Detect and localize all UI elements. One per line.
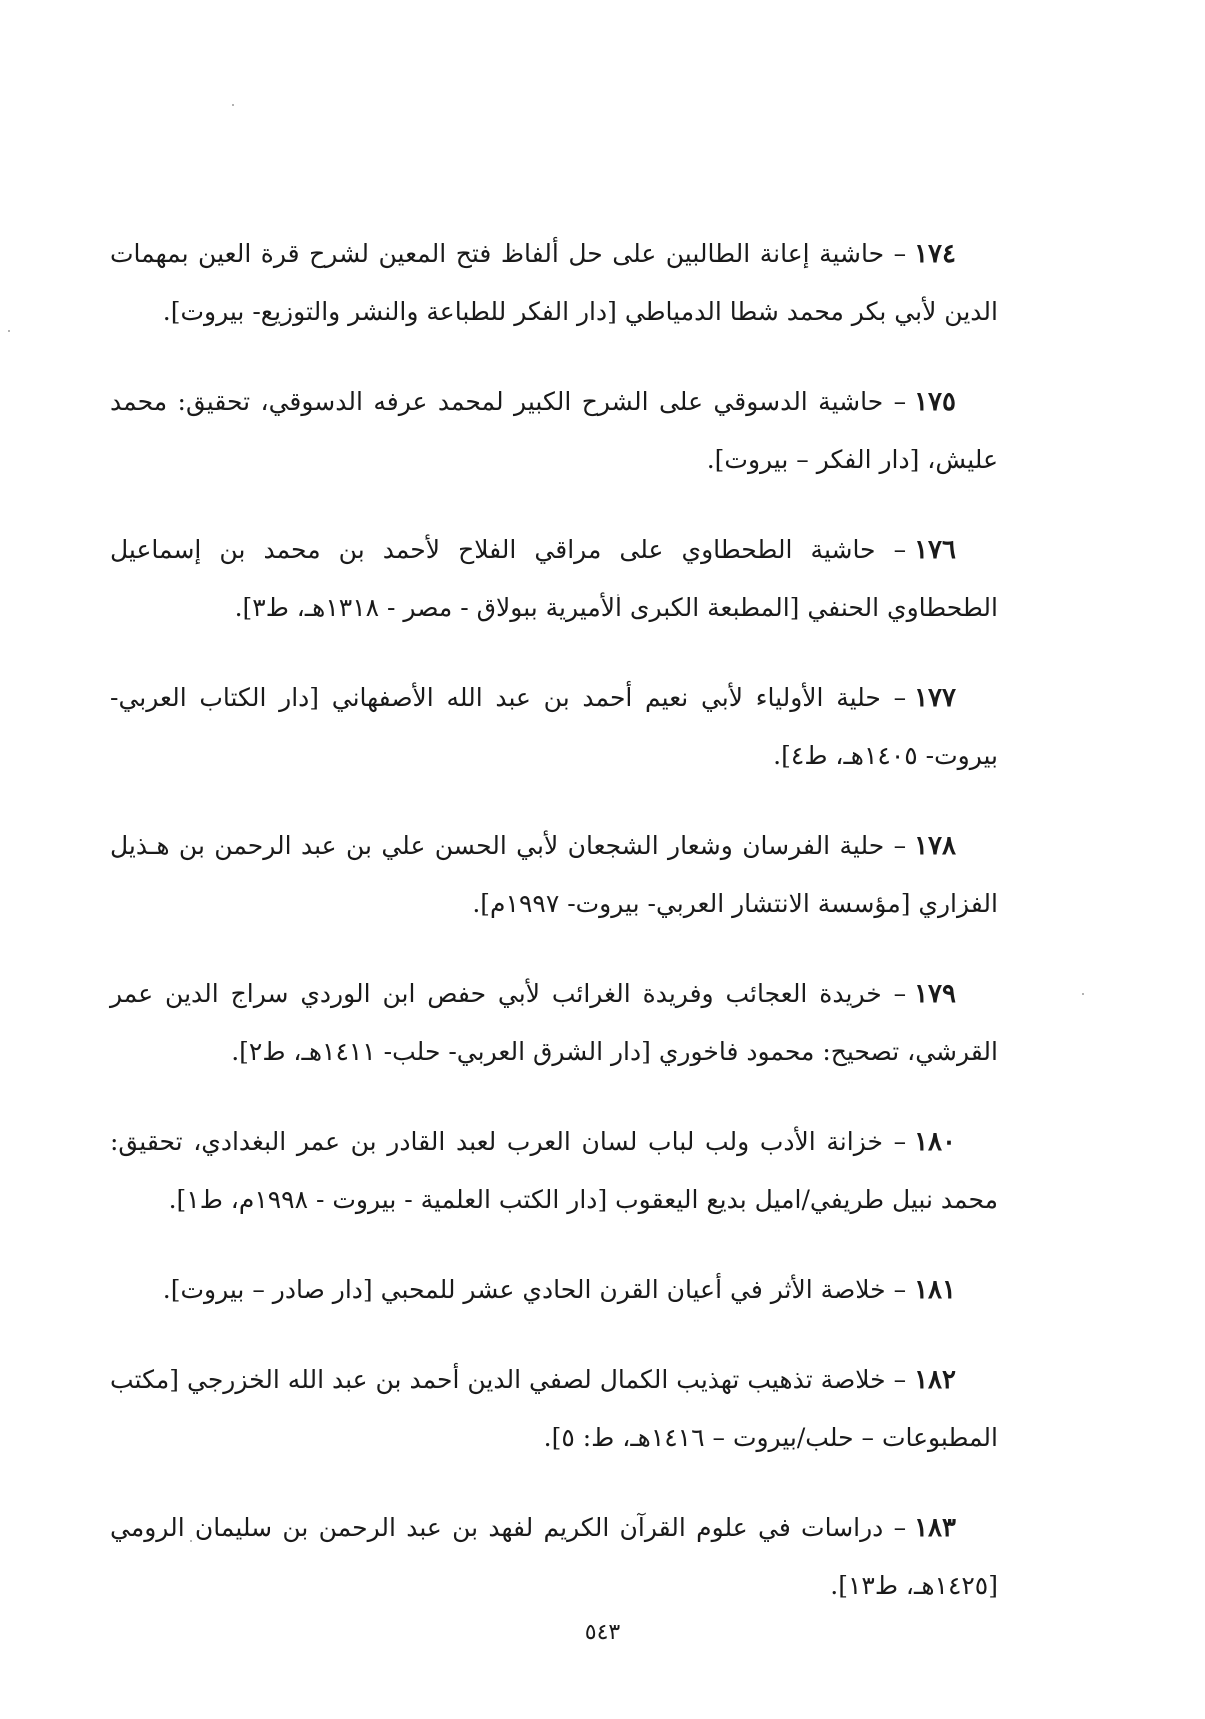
page-number: ٥٤٣ (584, 1620, 621, 1645)
entry-text: خزانة الأدب ولب لباب لسان العرب لعبد القادر بن عمر البغدادي، تحقيق: محمد نبيل طريفي/اميل بديع اليعقوب [دار الكتب العلمية - بيروت - ١٩٩٨م، ط١]. (110, 1127, 998, 1214)
entry-dash: – (893, 1275, 907, 1304)
entry-dash: – (893, 239, 907, 268)
entry-number: ١٨٣ (914, 1513, 956, 1543)
entry-text: خريدة العجائب وفريدة الغرائب لأبي حفص ابن الوردي سراج الدين عمر القرشي، تصحيح: محمود فاخوري [دار الشرق العربي- حلب- ١٤١١هـ، ط٢]. (110, 979, 998, 1066)
entry-dash: – (893, 979, 907, 1008)
entry-text: حاشية الطحطاوي على مراقي الفلاح لأحمد بن محمد بن إسماعيل الطحطاوي الحنفي [المطبعة الكبرى الأميرية ببولاق - مصر - ١٣١٨هـ، ط٣]. (110, 535, 998, 622)
bibliography-entry (110, 965, 998, 1081)
entry-number: ١٧٩ (914, 979, 956, 1009)
bibliography-list (110, 225, 998, 1647)
bibliography-entry (110, 225, 998, 341)
bibliography-entry (110, 1113, 998, 1229)
entry-number: ١٨٢ (914, 1365, 956, 1395)
bibliography-entry (110, 521, 998, 637)
entry-number: ١٧٤ (914, 239, 956, 269)
entry-text: خلاصة الأثر في أعيان القرن الحادي عشر للمحبي [دار صادر – بيروت]. (162, 1275, 886, 1304)
entry-number: ١٧٧ (914, 683, 956, 713)
entry-number: ١٧٦ (914, 535, 956, 565)
entry-dash: – (893, 1365, 907, 1394)
entry-number: ١٧٥ (914, 387, 956, 417)
entry-dash: – (893, 1127, 907, 1156)
entry-number: ١٧٨ (914, 831, 956, 861)
bibliography-entry (110, 1261, 998, 1319)
entry-text: حاشية إعانة الطالبين على حل ألفاظ فتح المعين لشرح قرة العين بمهمات الدين لأبي بكر محمد شطا الدمياطي [دار الفكر للطباعة والنشر والتوزيع- بيروت]. (110, 239, 998, 326)
bibliography-entry (110, 669, 998, 785)
entry-text: حلية الأولياء لأبي نعيم أحمد بن عبد الله الأصفهاني [دار الكتاب العربي- بيروت- ١٤٠٥هـ، ط٤]. (110, 683, 998, 770)
bibliography-entry (110, 1499, 998, 1615)
entry-number: ١٨٠ (914, 1127, 956, 1157)
entry-dash: – (893, 683, 907, 712)
entry-text: حاشية الدسوقي على الشرح الكبير لمحمد عرفه الدسوقي، تحقيق: محمد عليش، [دار الفكر – بيروت]. (110, 387, 998, 474)
bibliography-entry (110, 1351, 998, 1467)
entry-dash: – (893, 535, 907, 564)
bibliography-entry (110, 373, 998, 489)
entry-text: خلاصة تذهيب تهذيب الكمال لصفي الدين أحمد بن عبد الله الخزرجي [مكتب المطبوعات – حلب/بيروت – ١٤١٦هـ، ط: ٥]. (110, 1365, 998, 1452)
entry-dash: – (893, 387, 907, 416)
entry-dash: – (893, 1513, 907, 1542)
scan-speck (8, 330, 10, 332)
entry-text: دراسات في علوم القرآن الكريم لفهد بن عبد الرحمن بن سليمان الرومي [١٤٢٥هـ، ط١٣]. (110, 1513, 998, 1600)
scan-speck (232, 104, 234, 106)
scan-speck (1082, 993, 1084, 995)
entry-number: ١٨١ (914, 1275, 956, 1305)
bibliography-entry (110, 817, 998, 933)
entry-dash: – (893, 831, 907, 860)
entry-text: حلية الفرسان وشعار الشجعان لأبي الحسن علي بن عبد الرحمن بن هـذيل الفزاري [مؤسسة الانتشار العربي- بيروت- ١٩٩٧م]. (110, 831, 998, 918)
